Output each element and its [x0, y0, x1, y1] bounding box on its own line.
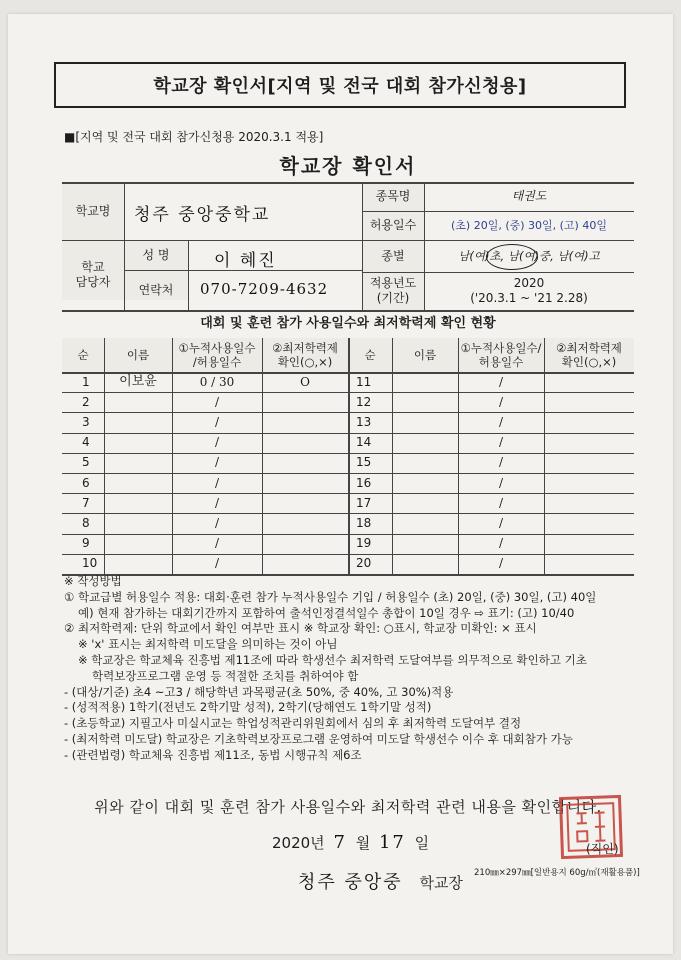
table-row-days: / — [498, 536, 504, 551]
confirmation-statement: 위와 같이 대회 및 훈련 참가 사용일수와 최저학력 관련 내용을 확인합니다. — [94, 798, 602, 816]
table-row-min-check — [262, 473, 348, 493]
table-row-days: 0 / 30 — [199, 374, 235, 389]
table-row-min-check — [544, 473, 634, 493]
table-row-min-check — [544, 433, 634, 453]
detail-4: - (최저학력 미도달) 학교장은 기초학력보장프로그램 운영하여 미도달 학생선수 이수 후 대회참가 가능 — [64, 731, 573, 746]
table-row-name — [392, 554, 458, 574]
table-row-min-check — [262, 493, 348, 513]
seal-mark: (직인) — [586, 842, 619, 856]
note-2a: ※ 'x' 표시는 최저학력 미도달을 의미하는 것이 아님 — [78, 637, 338, 652]
date-month: 7 — [333, 832, 347, 853]
detail-1: - (대상/기준) 초4 ~고3 / 해당학년 과목평균(초 50%, 중 40%, 고 30%)적용 — [64, 684, 454, 699]
table-header-cell — [104, 338, 172, 372]
table-row-days: / — [214, 394, 220, 409]
sport-label: 종목명 — [375, 189, 411, 203]
table-row-name — [104, 554, 172, 574]
table-header-cell — [262, 338, 348, 372]
table-row-number: 19 — [356, 536, 372, 551]
table-row-min-check — [262, 433, 348, 453]
date-month-unit: 월 — [355, 834, 371, 852]
table-row-days: / — [214, 536, 220, 551]
detail-5: - (관련법령) 학교체육 진흥법 제11조, 동법 시행규칙 제6조 — [64, 747, 362, 762]
detail-3: - (초등학교) 지필고사 미실시교는 학업성적관리위원회에서 심의 후 최저학력 도달여부 결정 — [64, 716, 522, 731]
table-row-name — [104, 453, 172, 473]
table-row-number: 6 — [82, 475, 90, 490]
table-row-number: 4 — [82, 435, 90, 450]
table-row-name: 이보윤 — [119, 373, 157, 389]
table-header-cell — [172, 338, 262, 372]
allowed-days-label: 허용일수 — [369, 218, 417, 232]
table-row-days: / — [214, 556, 220, 571]
table-row-name — [104, 412, 172, 432]
table-row-days: / — [214, 414, 220, 429]
table-row-name — [392, 473, 458, 493]
table-row-days: / — [498, 435, 504, 450]
sport-value: 태권도 — [511, 189, 547, 203]
table-row-number: 15 — [356, 455, 372, 470]
table-row-days: / — [498, 414, 504, 429]
table-row-min-check — [544, 372, 634, 392]
table-row-min-check: O — [300, 374, 310, 389]
year-value-cell — [424, 272, 634, 310]
table-row-name — [104, 534, 172, 554]
table-row-number: 2 — [82, 394, 90, 409]
confirmation-date — [272, 832, 429, 853]
table-header-text: ①누적사용일수/ — [460, 340, 542, 355]
principal-signature-line — [298, 868, 463, 894]
table-row-number: 11 — [356, 374, 372, 389]
table-row-name — [392, 493, 458, 513]
table-row-min-check — [544, 453, 634, 473]
manager-label-line1: 학교 — [81, 260, 105, 274]
table-row-name — [392, 433, 458, 453]
year-value: 2020 — [513, 276, 545, 290]
table-row-name — [392, 372, 458, 392]
table-row-min-check — [544, 534, 634, 554]
table-row-min-check — [544, 392, 634, 412]
table-row-name — [392, 534, 458, 554]
table-header-text: 순 — [364, 347, 376, 362]
note-2c: 학력보장프로그램 운영 등 적절한 조치를 취하여야 함 — [92, 668, 359, 683]
selected-type-circle — [486, 244, 538, 270]
manager-name-label: 성 명 — [142, 247, 170, 262]
table-row-min-check — [544, 513, 634, 533]
table-row-min-check — [544, 412, 634, 432]
table-header-text: 확인(○,×) — [277, 355, 333, 369]
table-row-number: 17 — [356, 495, 372, 510]
table-row-name — [392, 392, 458, 412]
year-label-line2: (기간) — [376, 291, 410, 305]
manager-contact-label: 연락처 — [138, 282, 174, 297]
school-name-label: 학교명 — [75, 203, 111, 218]
table-row-days: / — [498, 394, 504, 409]
table-row-days: / — [498, 495, 504, 510]
table-row-min-check — [262, 392, 348, 412]
document-header-title: 학교장 확인서[지역 및 전국 대회 참가신청용] — [54, 62, 626, 108]
table-row-min-check — [262, 412, 348, 432]
table-header-text: 이름 — [126, 347, 150, 362]
table-row-min-check — [262, 534, 348, 554]
date-year: 2020년 — [272, 834, 325, 852]
allowed-days-value: (초) 20일, (중) 30일, (고) 40일 — [451, 218, 607, 232]
date-day: 17 — [378, 832, 406, 853]
note-1a: ① 학교급별 허용일수 적용: 대회·훈련 참가 누적사용일수 기입 / 허용일수 (초) 20일, (중) 30일, (고) 40일 — [64, 589, 597, 604]
note-2b: ※ 학교장은 학교체육 진흥법 제11조에 따라 학생선수 최저학력 도달여부를 의무적으로 확인하고 기초 — [78, 652, 587, 667]
date-day-unit: 일 — [414, 834, 430, 852]
table-row-days: / — [498, 475, 504, 490]
table-row-number: 14 — [356, 435, 372, 450]
notes-heading: ※ 작성방법 — [64, 574, 122, 588]
form-title: 학교장 확인서 — [279, 154, 417, 178]
table-row-days: / — [214, 435, 220, 450]
status-table-title: 대회 및 훈련 참가 사용일수와 최저학력제 확인 현황 — [200, 315, 496, 331]
table-row-name — [104, 473, 172, 493]
manager-name-value: 이 혜진 — [214, 251, 277, 271]
writing-instructions — [64, 574, 644, 764]
type-label: 종별 — [381, 248, 405, 263]
table-row-min-check — [262, 513, 348, 533]
manager-contact-value: 070-7209-4632 — [200, 280, 329, 298]
table-header-text: ②최저학력제 — [556, 340, 622, 355]
table-header-cell — [392, 338, 458, 372]
table-row-name — [104, 433, 172, 453]
table-header-text: ②최저학력제 — [272, 340, 338, 355]
table-row-name — [104, 513, 172, 533]
table-header-cell — [62, 338, 104, 372]
table-row-min-check — [262, 554, 348, 574]
table-row-min-check — [544, 554, 634, 574]
table-row-days: / — [498, 556, 504, 571]
table-header-cell — [458, 338, 544, 372]
table-row-min-check — [544, 493, 634, 513]
table-row-days: / — [214, 455, 220, 470]
table-row-number: 10 — [82, 556, 98, 571]
year-label-line1: 적용년도 — [369, 276, 417, 290]
table-header-text: 순 — [77, 347, 89, 362]
table-row-number: 8 — [82, 515, 90, 530]
table-row-name — [392, 412, 458, 432]
table-row-number: 18 — [356, 515, 372, 530]
form-version-line: ■[지역 및 전국 대회 참가신청용 2020.3.1 적용] — [64, 130, 324, 144]
table-row-days: / — [214, 475, 220, 490]
table-header-text: /허용일수 — [192, 355, 242, 369]
period-value: ('20.3.1 ~ '21 2.28) — [470, 291, 588, 305]
rule — [188, 240, 189, 310]
detail-2: - (성적적용) 1학기(전년도 2학기말 성적), 2학기(당해연도 1학기말 성적) — [64, 700, 432, 715]
table-row-name — [104, 392, 172, 412]
table-row-number: 5 — [82, 455, 90, 470]
year-label — [362, 272, 424, 310]
type-value: 남(여)초, 남(여)중, 남(여)고 — [458, 248, 600, 263]
table-row-days: / — [214, 495, 220, 510]
table-row-number: 9 — [82, 536, 90, 551]
table-header-cell — [544, 338, 634, 372]
table-row-number: 20 — [356, 556, 372, 571]
note-1b: 예) 현재 참가하는 대회기간까지 포함하여 출석인정결석일수 총합이 10일 경우 ⇨ 표기: (고) 10/40 — [78, 605, 575, 620]
table-header-text: 허용일수 — [478, 355, 524, 369]
note-2: ② 최저학력제: 단위 학교에서 확인 여부만 표시 ※ 학교장 확인: ○표시, 학교장 미확인: × 표시 — [64, 621, 537, 636]
paper-spec-note: 210㎜×297㎜[일반용지 60g/㎡(재활용품)] — [474, 868, 640, 878]
principal-school: 청주 중앙중 — [298, 872, 403, 893]
table-row-number: 7 — [82, 495, 90, 510]
manager-label-line2: 담당자 — [75, 275, 111, 289]
table-row-number: 12 — [356, 394, 372, 409]
table-header-text: 이름 — [413, 347, 437, 362]
table-row-number: 1 — [82, 374, 90, 389]
table-header-text: 확인(○,×) — [561, 355, 617, 369]
table-row-min-check — [262, 453, 348, 473]
table-row-days: / — [214, 515, 220, 530]
school-name-value: 청주 중앙중학교 — [134, 205, 271, 225]
table-row-name — [392, 513, 458, 533]
table-row-days: / — [498, 374, 504, 389]
table-row-days: / — [498, 455, 504, 470]
manager-section-label — [62, 240, 124, 310]
table-row-days: / — [498, 515, 504, 530]
table-row-name — [392, 453, 458, 473]
table-row-name — [104, 493, 172, 513]
table-row-number: 13 — [356, 414, 372, 429]
table-row-number: 16 — [356, 475, 372, 490]
principal-title: 학교장 — [419, 874, 463, 892]
table-header-cell — [348, 338, 392, 372]
table-row-number: 3 — [82, 414, 90, 429]
table-header-text: ①누적사용일수 — [178, 340, 256, 355]
